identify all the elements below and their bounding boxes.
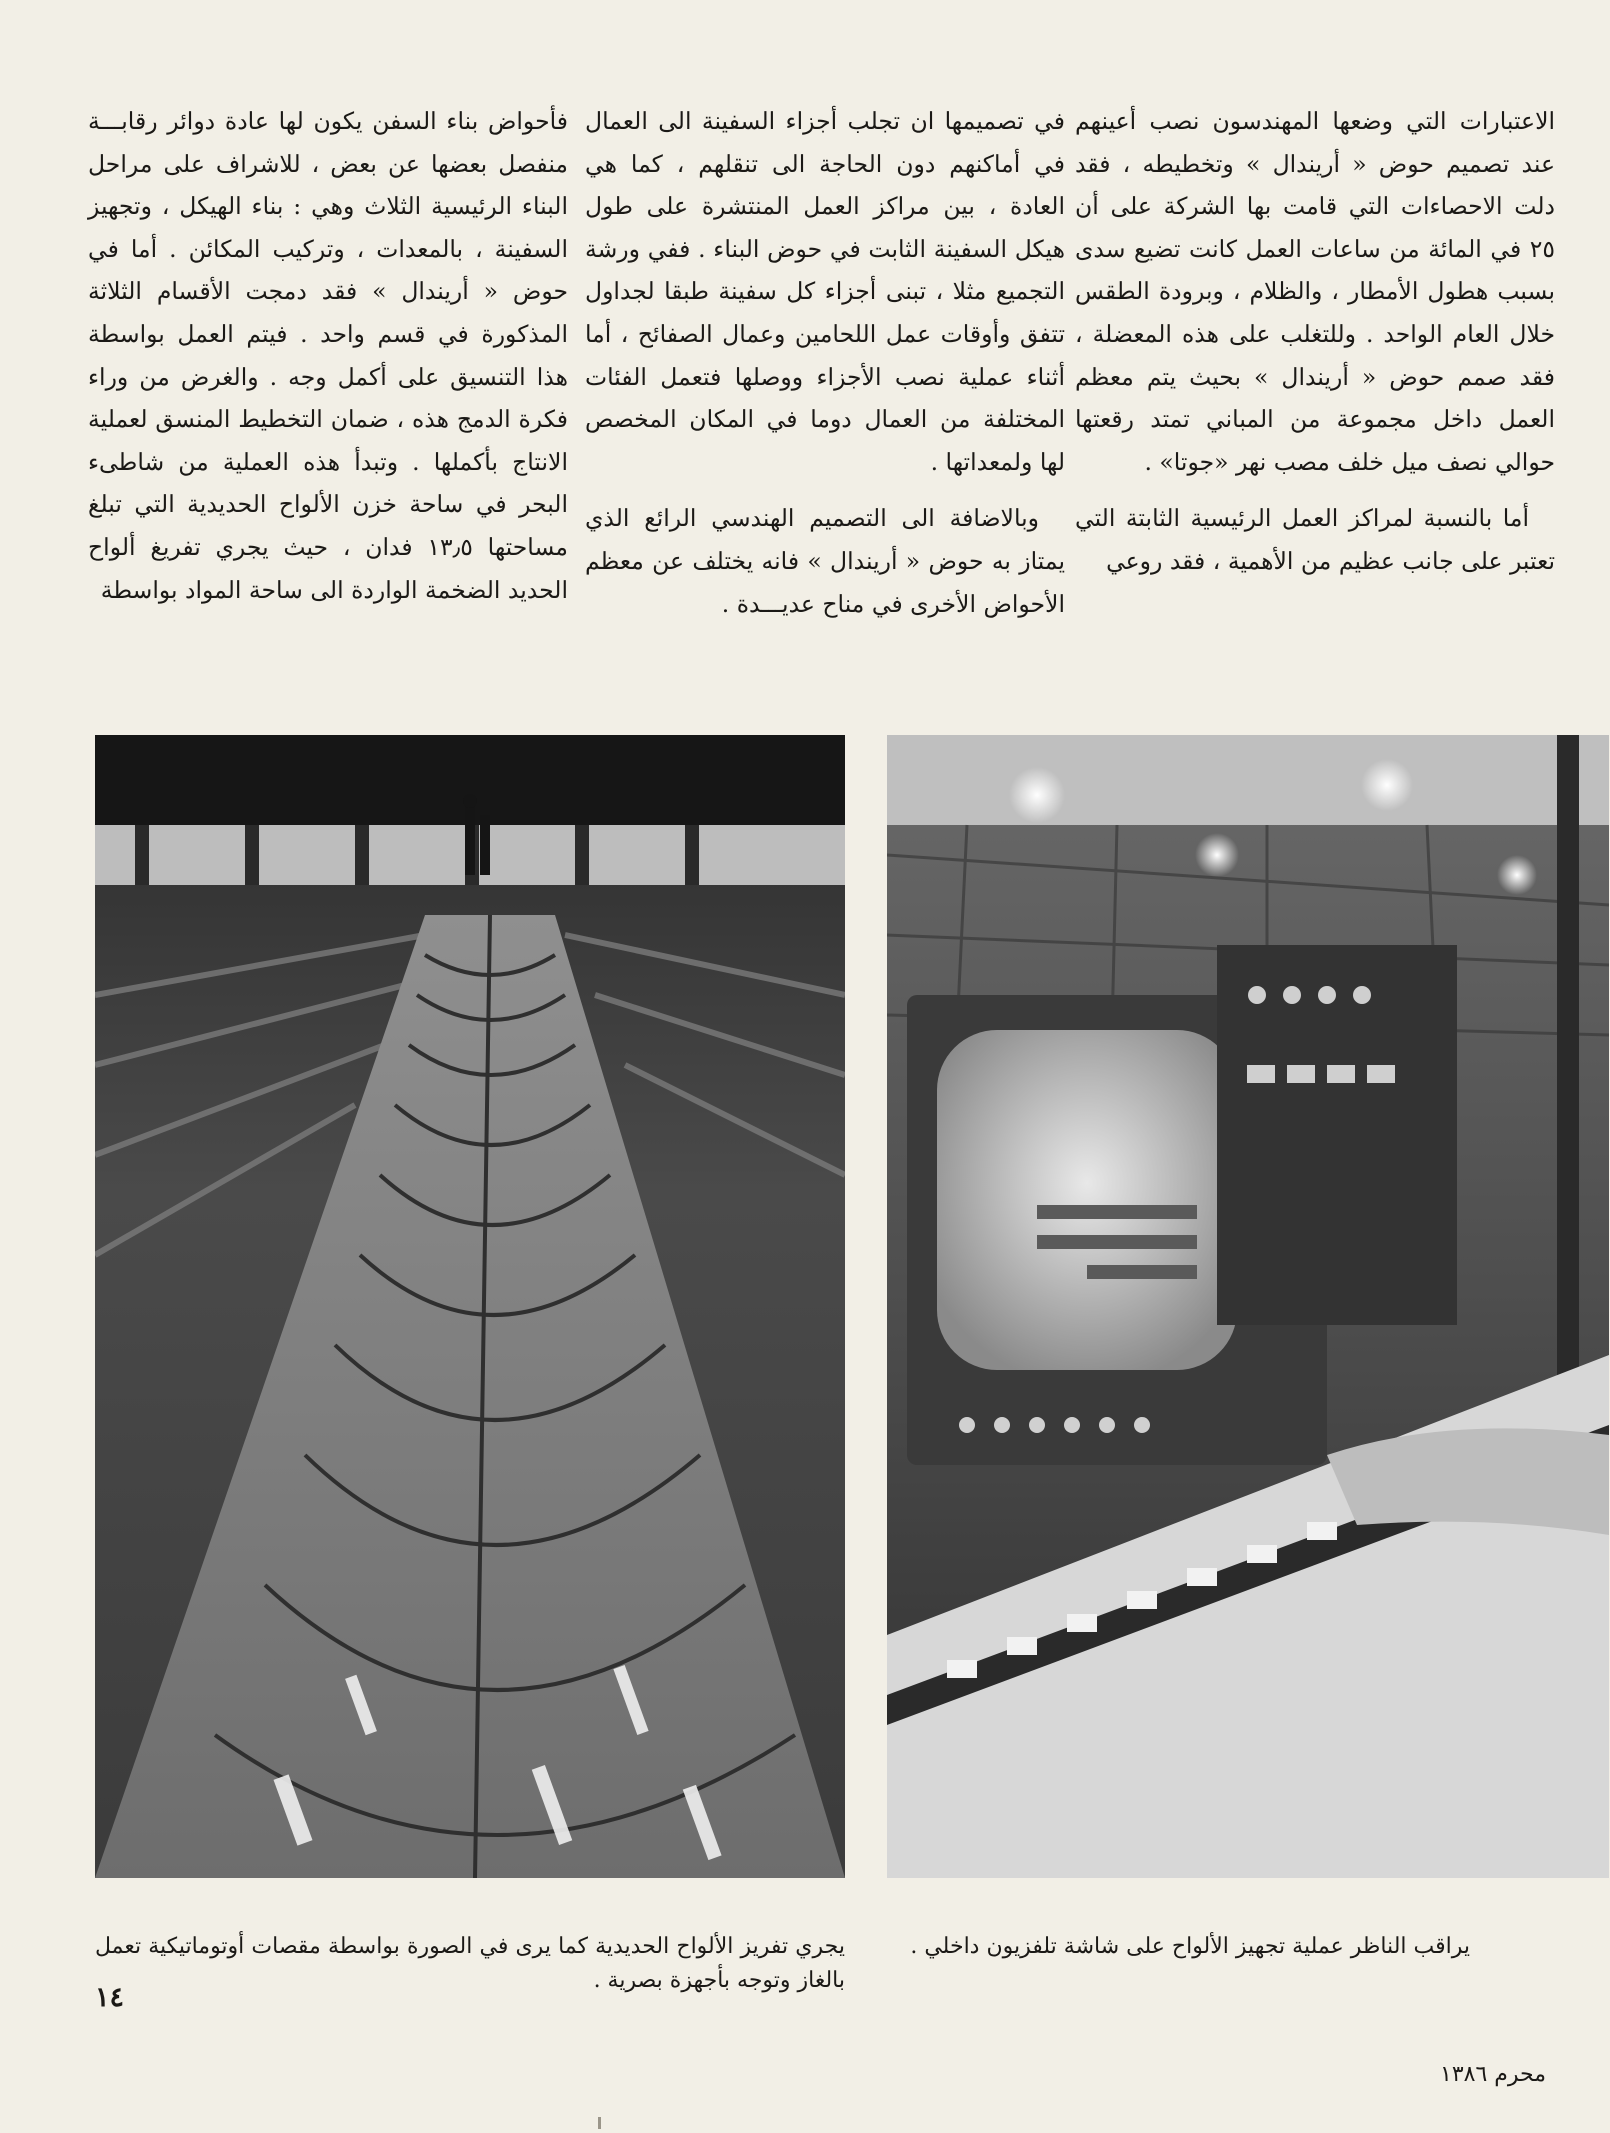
page-mark bbox=[598, 2117, 601, 2129]
article-column-left bbox=[88, 100, 568, 611]
issue-date: محرم ١٣٨٦ bbox=[1440, 2062, 1547, 2087]
paragraph: وبالاضافة الى التصميم الهندسي الرائع الذي يمتاز به حوض « أريندال » فانه يختلف عن معظم الأحواض الأخرى في مناح عديـــدة . bbox=[585, 504, 1065, 618]
article-column-right bbox=[1075, 100, 1555, 583]
control-panel-photo bbox=[887, 735, 1609, 1878]
photo-caption-left: يجري تفريز الألواح الحديدية كما يرى في الصورة بواسطة مقصات أوتوماتيكية تعمل بالغاز وتوجه بأجهزة بصرية . bbox=[95, 1934, 845, 1993]
page-number: ١٤ bbox=[95, 1982, 125, 2013]
photo-caption-right: يراقب الناظر عملية تجهيز الألواح على شاشة تلفزيون داخلي . bbox=[910, 1934, 1470, 1959]
paragraph: فأحواض بناء السفن يكون لها عادة دوائر رقابـــة منفصل بعضها عن بعض ، للاشراف على مراحل البناء الرئيسية الثلاث وهي : بناء الهيكل ، وتجهيز السفينة ، بالمعدات ، وتركيب المكائن . أما في حوض « أريندال » فقد دمجت الأقسام الثلاثة المذكورة في قسم واحد . فيتم العمل بواسطة هذا التنسيق على أكمل وجه . والغرض من وراء فكرة الدمج هذه ، ضمان التخطيط المنسق لعملية الانتاج بأكملها . وتبدأ هذه العملية من شاطىء البحر في ساحة خزن الألواح الحديدية التي تبلغ مساحتها ١٣٫٥ فدان ، حيث يجري تفريغ ألواح الحديد الضخمة الواردة الى ساحة المواد بواسطة bbox=[88, 107, 568, 604]
steel-plates-photo bbox=[95, 735, 845, 1878]
steel-plates-illustration bbox=[95, 735, 845, 1878]
paragraph: الاعتبارات التي وضعها المهندسون نصب أعينهم عند تصميم حوض « أريندال » وتخطيطه ، فقد دلت الاحصاءات التي قامت بها الشركة على أن ٢٥ في المائة من ساعات العمل كانت تضيع سدى بسبب هطول الأمطار ، والظلام ، وبرودة الطقس خلال العام الواحد . وللتغلب على هذه المعضلة ، فقد صمم حوض « أريندال » بحيث يتم معظم العمل داخل مجموعة من المباني تمتد رقعتها حوالي نصف ميل خلف مصب نهر «جوتا» . bbox=[1075, 107, 1555, 476]
control-panel-illustration bbox=[887, 735, 1609, 1878]
article-column-middle bbox=[585, 100, 1065, 625]
paragraph: في تصميمها ان تجلب أجزاء السفينة الى العمال في أماكنهم دون الحاجة الى تنقلهم ، كما هي العادة ، بين مراكز العمل المنتشرة على طول هيكل السفينة الثابت في حوض البناء . ففي ورشة التجميع مثلا ، تبنى أجزاء كل سفينة طبقا لجداول تتفق وأوقات عمل اللحامين وعمال الصفائح ، أما أثناء عملية نصب الأجزاء ووصلها فتعمل الفئات المختلفة من العمال دوما في المكان المخصص لها ولمعداتها . bbox=[585, 107, 1065, 476]
paragraph: أما بالنسبة لمراكز العمل الرئيسية الثابتة التي تعتبر على جانب عظيم من الأهمية ، فقد روعي bbox=[1075, 504, 1555, 575]
